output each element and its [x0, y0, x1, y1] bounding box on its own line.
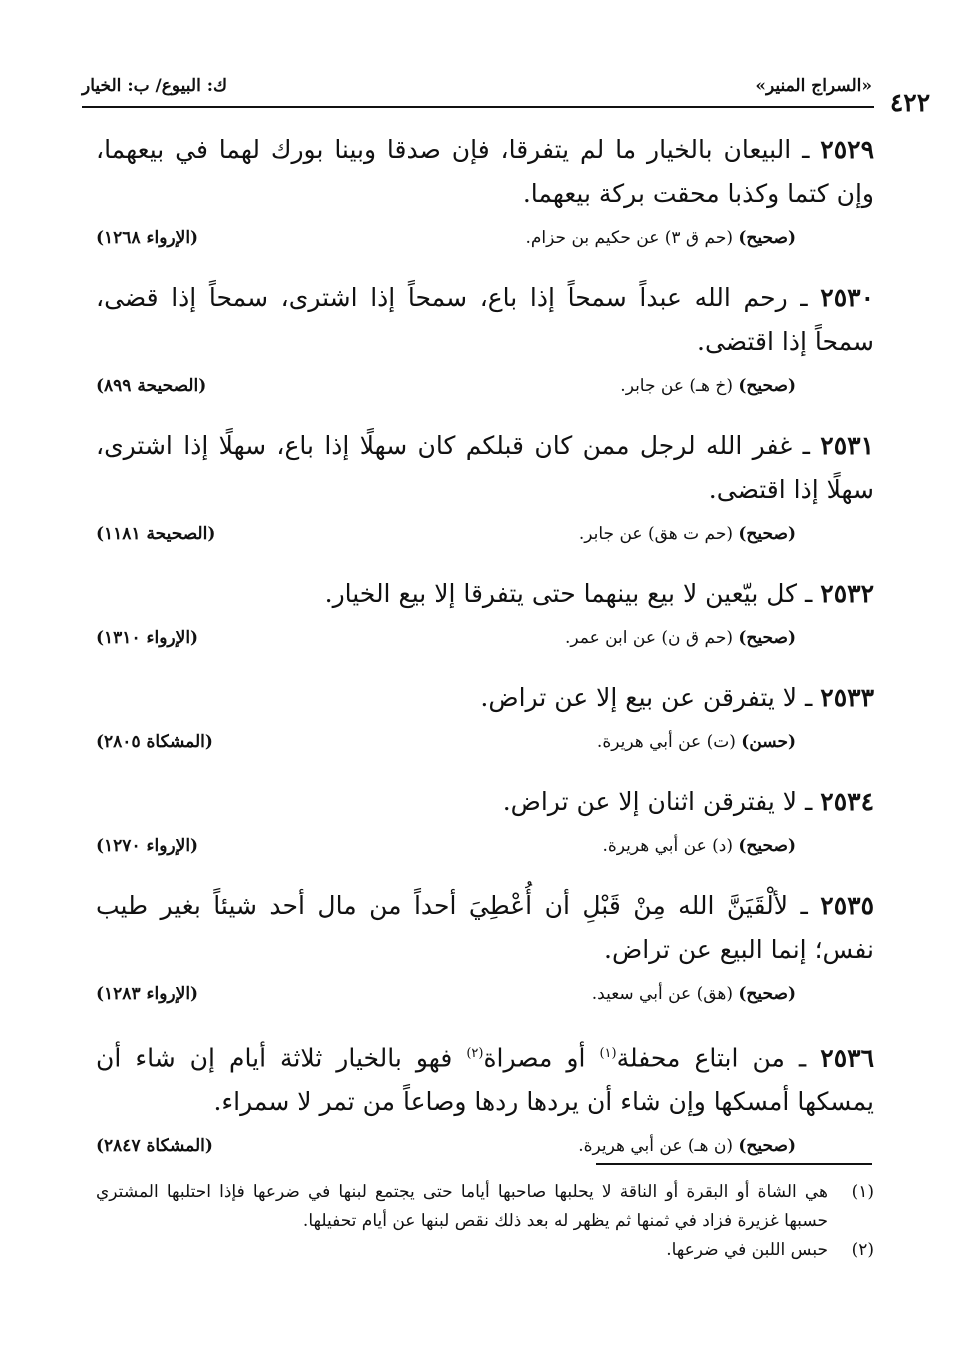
grade-label: (صحيح) — [738, 836, 796, 856]
grade-label: (صحيح) — [738, 524, 796, 544]
source-ref: (المشكاة ٢٨٤٧) — [96, 1136, 213, 1157]
hadith-text: ٢٥٢٩ ـ البيعان بالخيار ما لم يتفرقا، فإن صدقا وبينا بورك لهما في بيعهما، وإن كتما وكذبا محقت بركة بيعهما. — [96, 135, 874, 208]
hadith-body-part: من ابتاع محفلة — [616, 1043, 785, 1073]
hadith-body-part: فهو بالخيار ثلاثة أيام إن شاء أن يمسكها أمسكها وإن شاء أن يردها ردها وصاعاً من تمر لا سمراء. — [96, 1043, 874, 1117]
grade-label: (صحيح) — [738, 984, 796, 1004]
footnotes — [96, 1178, 874, 1265]
source-ref: (المشكاة ٢٨٠٥) — [96, 732, 213, 752]
narration-ref: (د) عن أبي هريرة. — [602, 836, 733, 856]
grade-line — [96, 518, 874, 554]
grade-label: (صحيح) — [738, 228, 796, 248]
narration-ref: (ت) عن أبي هريرة. — [596, 732, 736, 752]
narration-ref: (هق) عن أبي سعيد. — [591, 984, 733, 1004]
running-header — [82, 72, 872, 102]
source-ref: (الصحيحة ٨٩٩) — [96, 376, 207, 396]
grade-line — [96, 1130, 874, 1166]
hadith-entry — [96, 276, 874, 406]
grade-line — [96, 370, 874, 406]
narration-ref: (حم ت هق) عن جابر. — [578, 524, 733, 544]
hadith-body: كل بيّعين لا بيع بينهما حتى يتفرقا إلا بيع الخيار. — [324, 579, 798, 608]
page-number: ٤٢٢ — [889, 88, 931, 117]
hadith-entry — [96, 780, 874, 866]
hadith-body: لألْقَيَنَّ الله مِنْ قَبْلِ أن أُعْطِيَ أحداً من مال أحد شيئاً بغير طيب نفس؛ إنما البيع عن تراض. — [96, 891, 874, 964]
source-ref: (الإرواء ١٢٧٠) — [96, 836, 199, 856]
grade-label: (صحيح) — [738, 628, 796, 648]
footnote — [96, 1178, 874, 1236]
book-title: «السراج المنير» — [755, 76, 872, 96]
footnote — [96, 1236, 874, 1265]
hadith-number: ٢٥٣٦ — [820, 1043, 875, 1073]
narration-ref: (ن هـ) عن أبي هريرة. — [578, 1136, 733, 1157]
hadith-text: ٢٥٣١ ـ غفر الله لرجل ممن كان قبلكم كان سهلًا إذا باع، سهلًا إذا اشترى، سهلًا إذا اقتضى. — [96, 431, 874, 504]
grade-line — [96, 622, 874, 658]
narration-ref: (حم ق ٣) عن حكيم بن حزام. — [525, 228, 733, 248]
hadith-entry — [96, 128, 874, 258]
source-ref: (الإرواء ١٣١٠) — [96, 628, 199, 648]
hadith-body: رحم الله عبداً سمحاً إذا باع، سمحاً إذا اشترى، سمحاً إذا قضى، سمحاً إذا اقتضى. — [96, 283, 874, 356]
hadith-text: ٢٥٣٢ ـ كل بيّعين لا بيع بينهما حتى يتفرقا إلا بيع الخيار. — [324, 579, 874, 608]
hadith-body: البيعان بالخيار ما لم يتفرقا، فإن صدقا وبينا بورك لهما في بيعهما، وإن كتما وكذبا محقت بركة بيعهما. — [96, 135, 874, 208]
grade-line — [96, 222, 874, 258]
hadith-text: ٢٥٣٤ ـ لا يفترقن اثنان إلا عن تراض. — [502, 787, 874, 816]
chapter-title: ك: البيوع/ ب: الخيار — [82, 76, 228, 96]
hadith-entry — [96, 884, 874, 1014]
hadith-body: غفر الله لرجل ممن كان قبلكم كان سهلًا إذا باع، سهلًا إذا اشترى، سهلًا إذا اقتضى. — [96, 431, 874, 504]
grade-line — [96, 830, 874, 866]
hadith-number: ٢٥٣٠ — [820, 283, 875, 312]
footnote-text: هي الشاة أو البقرة أو الناقة لا يحلبها صاحبها أياما حتى يجتمع لبنها في ضرعها فإذا احتلبها المشتري حسبها غزيرة فزاد في ثمنها ثم يظهر له بعد ذلك نقص لبنها عن أيام تحفيلها. — [96, 1182, 828, 1231]
hadith-text: ٢٥٣٣ ـ لا يتفرقن عن بيع إلا عن تراض. — [480, 683, 874, 712]
header-divider — [82, 106, 874, 108]
hadith-entry — [96, 676, 874, 762]
hadith-number: ٢٥٣٤ — [820, 787, 874, 816]
grade-label: (صحيح) — [738, 376, 796, 396]
grade-line — [96, 978, 874, 1014]
narration-ref: (حم ق ن) عن ابن عمر. — [564, 628, 733, 648]
hadith-number: ٢٥٣٥ — [820, 891, 874, 920]
grade-line — [96, 726, 874, 762]
hadith-body-part: أو مصراة — [483, 1043, 600, 1073]
hadith-body: لا يفترقن اثنان إلا عن تراض. — [502, 787, 798, 816]
hadith-body: لا يتفرقن عن بيع إلا عن تراض. — [480, 683, 798, 712]
footnote-divider — [596, 1163, 872, 1165]
footnote-ref[interactable]: (١) — [599, 1046, 617, 1061]
hadith-entry — [96, 572, 874, 658]
grade-label: (صحيح) — [738, 1136, 796, 1157]
source-ref: (الإرواء ١٢٨٣) — [96, 984, 199, 1004]
footnote-text: حبس اللبن في ضرعها. — [666, 1240, 828, 1260]
hadith-text: ٢٥٣٦ ـ من ابتاع محفلة$^{(١)}$ أو مصراة$^{(٢)}$ فهو بالخيار ثلاثة أيام إن شاء أن يمسكها أمسكها وإن شاء أن يردها ردها وصاعاً من تمر لا سمراء. — [96, 1043, 875, 1117]
hadith-entry — [96, 424, 874, 554]
footnote-ref[interactable]: (٢) — [466, 1046, 484, 1061]
hadith-number: ٢٥٣٣ — [820, 683, 874, 712]
narration-ref: (خ هـ) عن جابر. — [620, 376, 733, 396]
hadith-number: ٢٥٢٩ — [820, 135, 874, 164]
hadith-entry — [96, 1032, 874, 1166]
hadith-text: ٢٥٣٥ ـ لألْقَيَنَّ الله مِنْ قَبْلِ أن أُعْطِيَ أحداً من مال أحد شيئاً بغير طيب نفس؛ إنما البيع عن تراض. — [96, 891, 874, 964]
hadith-number: ٢٥٣٢ — [820, 579, 874, 608]
footnote-mark: (٢) — [851, 1240, 874, 1260]
source-ref: (الإرواء ١٢٦٨) — [96, 228, 199, 248]
hadith-list — [96, 128, 874, 1184]
grade-label: (حسن) — [741, 732, 796, 752]
source-ref: (الصحيحة ١١٨١) — [96, 524, 216, 544]
hadith-number: ٢٥٣١ — [820, 431, 874, 460]
footnote-mark: (١) — [851, 1182, 874, 1202]
hadith-text: ٢٥٣٠ ـ رحم الله عبداً سمحاً إذا باع، سمحاً إذا اشترى، سمحاً إذا قضى، سمحاً إذا اقتضى. — [96, 283, 875, 356]
